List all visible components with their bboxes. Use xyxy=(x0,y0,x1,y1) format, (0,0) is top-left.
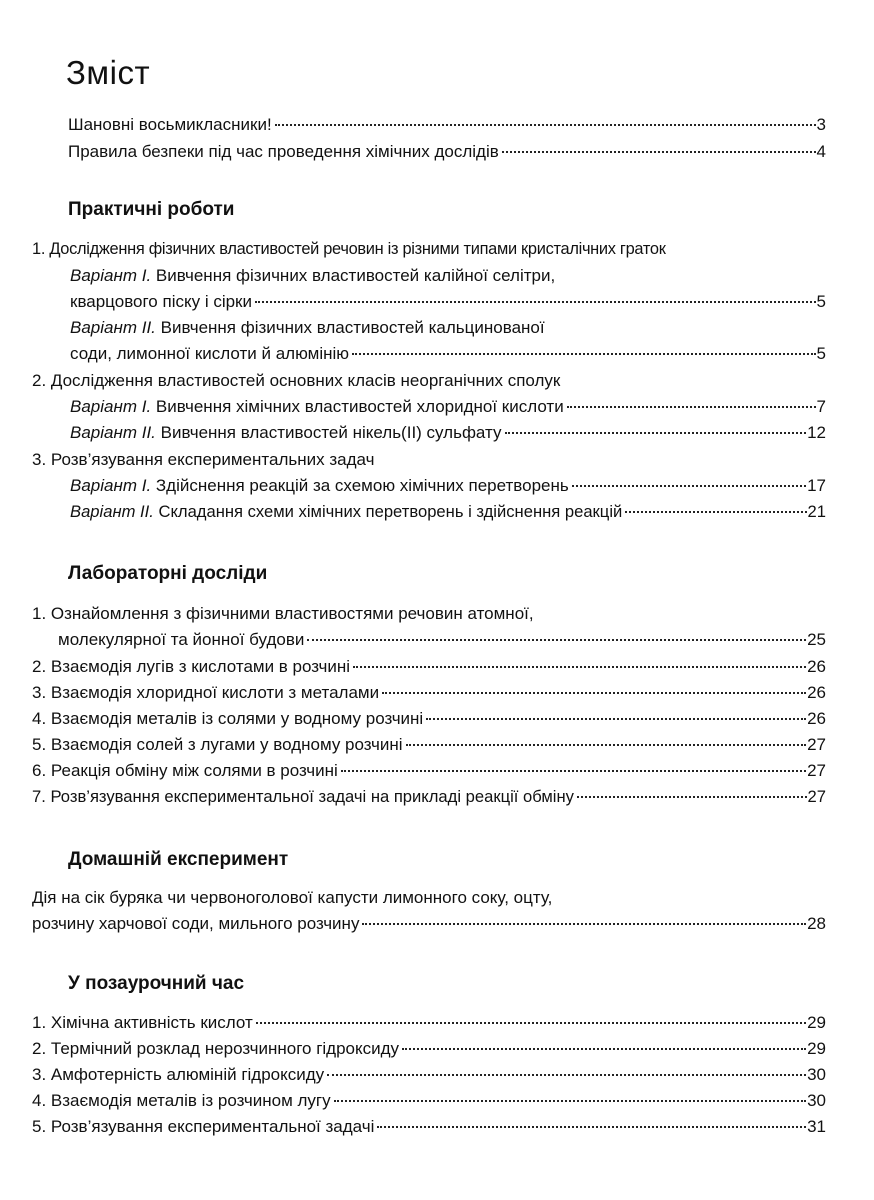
toc-entry-lab-2[interactable] xyxy=(32,656,826,678)
toc-page-number: 5 xyxy=(816,344,826,363)
toc-entry-text: 7. Розв’язування експериментальної задачі на прикладі реакції обміну xyxy=(32,787,574,806)
toc-page-number: 25 xyxy=(807,630,826,649)
variant-label: Варіант І. xyxy=(70,476,152,495)
toc-entry-lab-4[interactable] xyxy=(32,708,826,730)
toc-entry-text: 4. Взаємодія металів із розчином лугу xyxy=(32,1091,331,1110)
dot-leader xyxy=(327,1074,806,1076)
dot-leader xyxy=(353,666,806,668)
toc-entry-text: 5. Взаємодія солей з лугами у водному розчині xyxy=(32,735,403,754)
variant-text: Здійснення реакцій за схемою хімічних перетворень xyxy=(151,476,569,495)
toc-page-number: 29 xyxy=(807,1039,826,1058)
variant-text: Вивчення фізичних властивостей кальцинованої xyxy=(155,318,545,337)
toc-page-number: 7 xyxy=(816,397,826,416)
toc-entry-work-1-variant-1[interactable] xyxy=(70,291,826,313)
toc-entry-work-1-variant-2-line1[interactable] xyxy=(70,317,545,339)
toc-entry-text: кварцового піску і сірки xyxy=(70,292,252,311)
toc-page-number: 29 xyxy=(807,1013,826,1032)
toc-entry-work-1-variant-2[interactable] xyxy=(70,343,826,365)
dot-leader xyxy=(341,770,806,772)
section-heading-extra: У позаурочний час xyxy=(68,973,245,994)
dot-leader xyxy=(426,718,806,720)
toc-page-number: 28 xyxy=(807,914,826,933)
toc-entry-work-1-title[interactable]: 1. Дослідження фізичних властивостей речовин із різними типами кристалічних граток xyxy=(32,240,666,258)
toc-entry-text xyxy=(70,475,569,497)
toc-entry-text: 2. Термічний розклад нерозчинного гідроксиду xyxy=(32,1039,400,1058)
dot-leader xyxy=(625,511,806,513)
toc-entry-extra-2[interactable] xyxy=(32,1038,826,1060)
toc-entry-work-3-variant-2[interactable] xyxy=(70,501,826,523)
toc-entry-text: 2. Взаємодія лугів з кислотами в розчині xyxy=(32,657,351,676)
dot-leader xyxy=(382,692,806,694)
toc-page-number: 5 xyxy=(816,292,826,311)
toc-entry-text: розчину харчової соди, мильного розчину xyxy=(32,914,360,933)
toc-page-number: 3 xyxy=(816,115,826,134)
toc-entry-extra-4[interactable] xyxy=(32,1090,826,1112)
toc-entry-lab-7[interactable] xyxy=(32,786,826,808)
dot-leader xyxy=(502,151,816,153)
dot-leader xyxy=(402,1048,806,1050)
variant-label: Варіант ІІ. xyxy=(70,423,156,442)
toc-entry-work-2-variant-2[interactable] xyxy=(70,422,826,444)
dot-leader xyxy=(307,639,806,641)
toc-entry-lab-3[interactable] xyxy=(32,682,826,704)
toc-entry-lab-1-line1[interactable]: 1. Ознайомлення з фізичними властивостями речовин атомної, xyxy=(32,604,534,623)
dot-leader xyxy=(256,1022,806,1024)
dot-leader xyxy=(406,744,807,746)
variant-label: Варіант ІІ. xyxy=(70,318,156,337)
toc-page-number: 30 xyxy=(807,1091,826,1110)
toc-entry-home-line1[interactable]: Дія на сік буряка чи червоноголової капусти лимонного соку, оцту, xyxy=(32,888,553,907)
section-heading-lab: Лабораторні досліди xyxy=(68,563,268,584)
toc-entry-extra-1[interactable] xyxy=(32,1012,826,1034)
dot-leader xyxy=(255,301,816,303)
section-heading-practical: Практичні роботи xyxy=(68,199,235,220)
toc-entry-work-2-title[interactable]: 2. Дослідження властивостей основних класів неорганічних сполук xyxy=(32,371,561,390)
toc-page-number: 27 xyxy=(807,787,826,806)
toc-page-number: 4 xyxy=(816,142,826,161)
toc-entry-text: молекулярної та йонної будови xyxy=(58,630,305,649)
dot-leader xyxy=(334,1100,806,1102)
toc-entry-text xyxy=(70,422,502,444)
toc-entry-text xyxy=(70,396,564,418)
toc-entry-work-1-variant-1-line1[interactable] xyxy=(70,265,555,287)
dot-leader xyxy=(377,1126,806,1128)
toc-entry-text: 4. Взаємодія металів із солями у водному розчині xyxy=(32,709,424,728)
variant-label: Варіант ІІ. xyxy=(70,502,154,521)
toc-entry-text: 3. Амфотерність алюміній гідроксиду xyxy=(32,1065,325,1084)
toc-entry-text: 5. Розв’язування експериментальної задачі xyxy=(32,1117,375,1136)
toc-entry-lab-1[interactable] xyxy=(58,629,826,651)
toc-entry-work-3-title[interactable]: 3. Розв’язування експериментальних задач xyxy=(32,450,375,469)
dot-leader xyxy=(362,923,806,925)
dot-leader xyxy=(275,124,816,126)
toc-entry-greeting[interactable] xyxy=(68,114,826,136)
toc-entry-text: Шановні восьмикласники! xyxy=(68,115,272,134)
toc-page-number: 17 xyxy=(807,476,826,495)
variant-text: Вивчення фізичних властивостей калійної селітри, xyxy=(151,266,556,285)
variant-text: Вивчення властивостей нікель(ІІ) сульфату xyxy=(155,423,502,442)
dot-leader xyxy=(572,485,806,487)
toc-entry-lab-6[interactable] xyxy=(32,760,826,782)
toc-entry-lab-5[interactable] xyxy=(32,734,826,756)
dot-leader xyxy=(567,406,816,408)
toc-page-number: 26 xyxy=(807,709,826,728)
toc-entry-work-3-variant-1[interactable] xyxy=(70,475,826,497)
toc-entry-text: Правила безпеки під час проведення хімічних дослідів xyxy=(68,142,499,161)
toc-entry-text: 6. Реакція обміну між солями в розчині xyxy=(32,761,338,780)
toc-entry-text: 1. Хімічна активність кислот xyxy=(32,1013,253,1032)
toc-page-number: 31 xyxy=(807,1117,826,1136)
toc-entry-safety-rules[interactable] xyxy=(68,141,826,163)
toc-entry-home[interactable] xyxy=(32,913,826,935)
toc-entry-text: соди, лимонної кислоти й алюмінію xyxy=(70,344,350,363)
toc-page-number: 26 xyxy=(807,683,826,702)
dot-leader xyxy=(352,353,816,355)
toc-page-number: 21 xyxy=(807,502,826,521)
variant-text: Складання схеми хімічних перетворень і здійснення реакцій xyxy=(153,502,623,521)
dot-leader xyxy=(577,796,807,798)
variant-label: Варіант І. xyxy=(70,397,152,416)
dot-leader xyxy=(505,432,807,434)
toc-entry-extra-5[interactable] xyxy=(32,1116,826,1138)
toc-page-number: 26 xyxy=(807,657,826,676)
toc-entry-text xyxy=(70,501,622,523)
toc-entry-extra-3[interactable] xyxy=(32,1064,826,1086)
variant-text: Вивчення хімічних властивостей хлоридної кислоти xyxy=(151,397,564,416)
section-heading-home: Домашній експеримент xyxy=(68,849,289,870)
toc-page-number: 12 xyxy=(807,423,826,442)
variant-label: Варіант І. xyxy=(70,266,152,285)
toc-page-number: 30 xyxy=(807,1065,826,1084)
toc-entry-work-2-variant-1[interactable] xyxy=(70,396,826,418)
page-title: Зміст xyxy=(66,54,151,91)
toc-entry-text: 3. Взаємодія хлоридної кислоти з металами xyxy=(32,683,380,702)
toc-page-number: 27 xyxy=(807,735,826,754)
toc-page-number: 27 xyxy=(807,761,826,780)
